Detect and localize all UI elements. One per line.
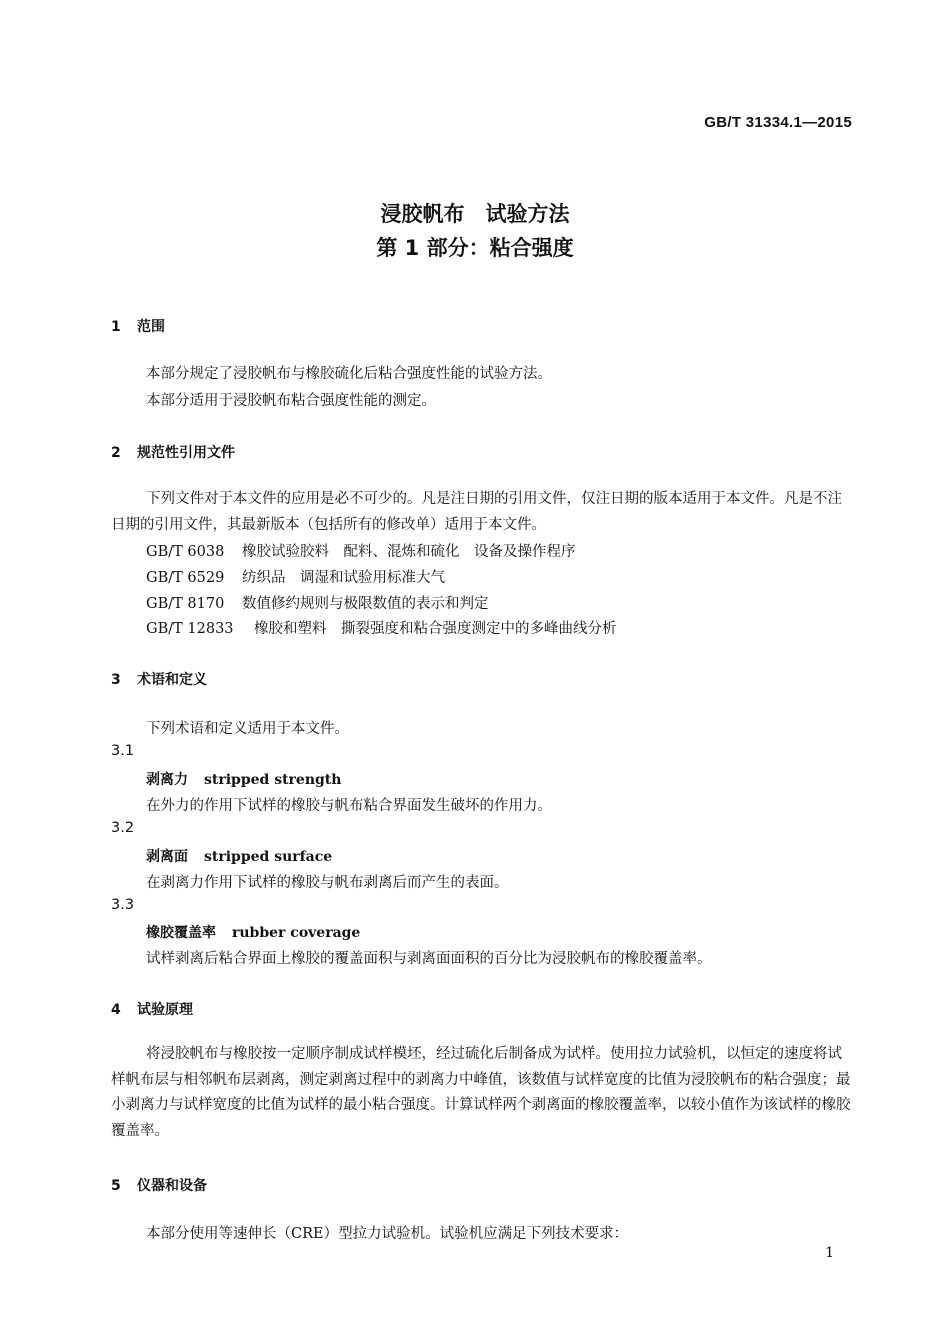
section-2-heading — [111, 442, 235, 462]
section-1-paragraph-2: 本部分适用于浸胶帆布粘合强度性能的测定。 — [146, 393, 436, 409]
section-5-heading — [111, 1175, 207, 1195]
term-heading — [146, 769, 341, 789]
section-4-heading — [111, 999, 193, 1019]
page-number: 1 — [825, 1245, 834, 1261]
document-title-line2: 第 1 部分：粘合强度 — [376, 236, 574, 260]
section-title: 范围 — [137, 319, 165, 335]
clause-number: 3.3 — [111, 897, 135, 913]
reference-code: GB/T 8170 — [146, 596, 225, 612]
term-definition: 在外力的作用下试样的橡胶与帆布粘合界面发生破坏的作用力。 — [146, 798, 552, 814]
term-english: rubber coverage — [232, 925, 361, 941]
clause-number: 3.1 — [111, 743, 135, 759]
term-english: stripped strength — [204, 772, 342, 788]
section-1-paragraph-1: 本部分规定了浸胶帆布与橡胶硫化后粘合强度性能的试验方法。 — [146, 366, 552, 382]
reference-code: GB/T 12833 — [146, 621, 234, 637]
term-chinese: 剥离面 — [146, 849, 188, 865]
section-4-paragraph: 将浸胶帆布与橡胶按一定顺序制成试样模坯，经过硫化后制备成为试样。使用拉力试验机，以恒定的速度将试样帆布层与相邻帆布层剥离，测定剥离过程中的剥离力中峰值，该数值与试样宽度的比值为浸胶帆布的粘合强度；最小剥离力与试样宽度的比值为试样的最小粘合强度。计算试样两个剥离面的橡胶覆盖率，以较小值作为该试样的橡胶覆盖率。 — [111, 1046, 851, 1139]
reference-item — [146, 540, 576, 561]
reference-title: 橡胶和塑料 撕裂强度和粘合强度测定中的多峰曲线分析 — [254, 621, 617, 637]
section-1-heading — [111, 316, 165, 336]
section-number: 5 — [111, 1178, 121, 1194]
section-3-intro: 下列术语和定义适用于本文件。 — [146, 721, 349, 737]
reference-item — [146, 592, 489, 613]
reference-title: 数值修约规则与极限数值的表示和判定 — [242, 596, 489, 612]
term-chinese: 剥离力 — [146, 772, 188, 788]
reference-code: GB/T 6529 — [146, 570, 225, 586]
reference-item — [146, 566, 445, 587]
clause-number: 3.2 — [111, 820, 135, 836]
term-english: stripped surface — [204, 849, 333, 865]
section-number: 4 — [111, 1002, 121, 1018]
standard-number: GB/T 31334.1—2015 — [704, 114, 852, 131]
section-title: 术语和定义 — [137, 672, 207, 688]
section-number: 3 — [111, 672, 121, 688]
reference-item — [146, 617, 617, 638]
term-heading — [146, 922, 360, 942]
section-title: 试验原理 — [137, 1002, 193, 1018]
section-title: 仪器和设备 — [137, 1178, 207, 1194]
reference-title: 纺织品 调湿和试验用标准大气 — [242, 570, 445, 586]
section-number: 2 — [111, 445, 121, 461]
reference-title: 橡胶试验胶料 配料、混炼和硫化 设备及操作程序 — [242, 544, 576, 560]
section-2-intro: 下列文件对于本文件的应用是必不可少的。凡是注日期的引用文件，仅注日期的版本适用于本文件。凡是不注日期的引用文件，其最新版本（包括所有的修改单）适用于本文件。 — [111, 491, 842, 533]
term-definition: 试样剥离后粘合界面上橡胶的覆盖面积与剥离面面积的百分比为浸胶帆布的橡胶覆盖率。 — [146, 951, 712, 967]
term-heading — [146, 846, 332, 866]
term-definition: 在剥离力作用下试样的橡胶与帆布剥离后而产生的表面。 — [146, 875, 509, 891]
section-5-paragraph: 本部分使用等速伸长（CRE）型拉力试验机。试验机应满足下列技术要求： — [146, 1226, 629, 1242]
term-chinese: 橡胶覆盖率 — [146, 925, 216, 941]
section-number: 1 — [111, 319, 121, 335]
section-title: 规范性引用文件 — [137, 445, 235, 461]
reference-code: GB/T 6038 — [146, 544, 225, 560]
document-title-line1: 浸胶帆布 试验方法 — [380, 202, 570, 226]
section-3-heading — [111, 669, 207, 689]
